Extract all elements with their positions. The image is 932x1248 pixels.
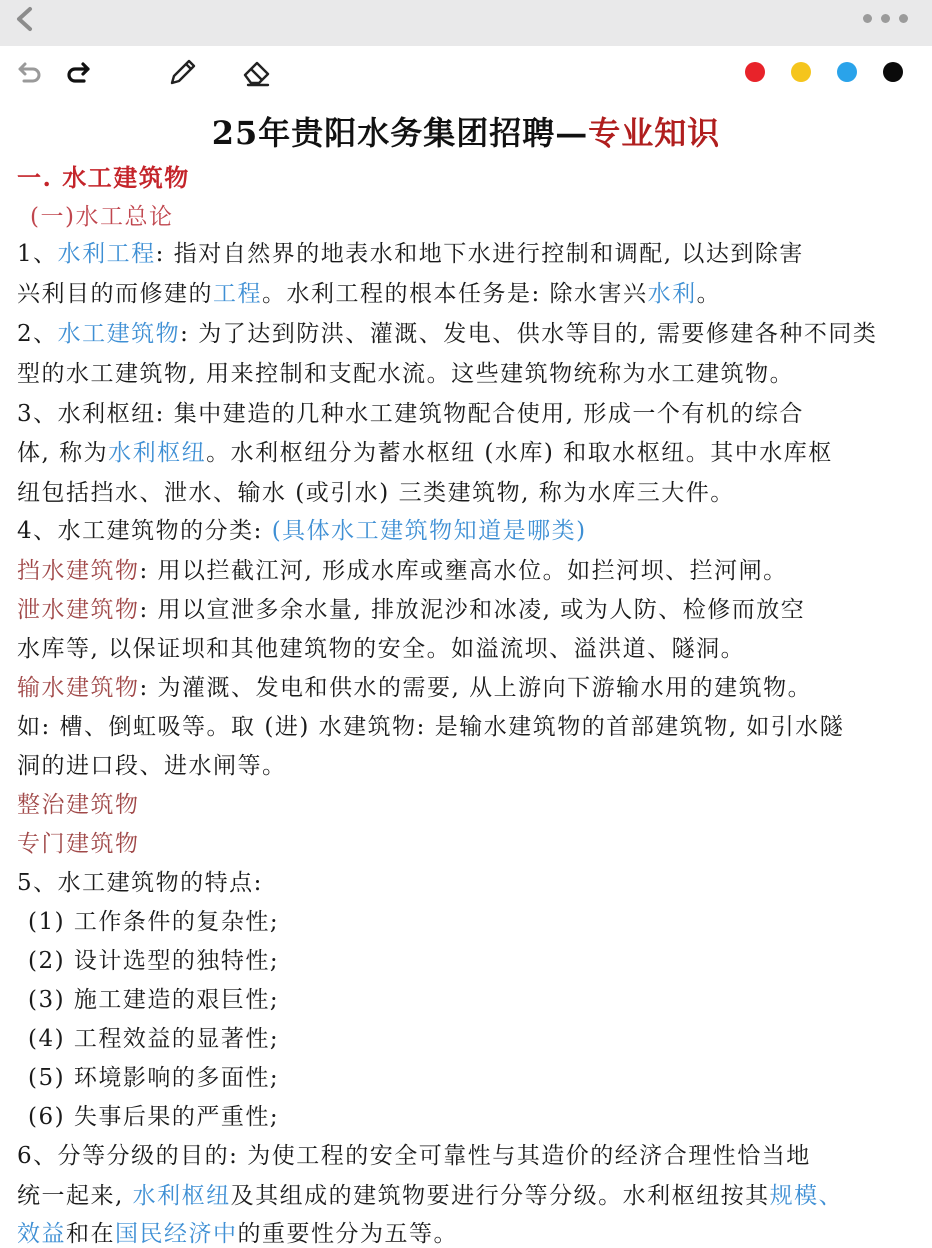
color-red-swatch[interactable] — [745, 62, 765, 82]
text-line: 挡水建筑物: 用以拦截江河, 形成水库或壅高水位。如拦河坝、拦河闸。 — [17, 558, 788, 584]
text-line: 泄水建筑物: 用以宣泄多余水量, 排放泥沙和冰凌, 或为人防、检修而放空 — [17, 597, 806, 623]
list-item: (6) 失事后果的严重性; — [28, 1104, 280, 1130]
text-line: 兴利目的而修建的工程。水利工程的根本任务是: 除水害兴水利。 — [17, 281, 722, 307]
text-line: 体, 称为水利枢纽。水利枢纽分为蓄水枢纽 (水库) 和取水枢纽。其中水库枢 — [17, 440, 833, 466]
text-line: 5、水工建筑物的特点: — [17, 870, 263, 896]
undo-icon[interactable] — [12, 55, 46, 89]
color-yellow-swatch[interactable] — [791, 62, 811, 82]
text-line: 统一起来, 水利枢纽及其组成的建筑物要进行分等分级。水利枢纽按其规模、 — [17, 1183, 844, 1209]
color-blue-swatch[interactable] — [837, 62, 857, 82]
page-title: 25年贵阳水务集团招聘—专业知识 — [211, 114, 721, 152]
list-item: (1) 工作条件的复杂性; — [28, 909, 280, 935]
list-item: (5) 环境影响的多面性; — [28, 1065, 280, 1091]
list-item: (2) 设计选型的独特性; — [28, 948, 280, 974]
redo-icon[interactable] — [62, 55, 96, 89]
subsection-heading: (一)水工总论 — [30, 204, 174, 230]
text-line: 2、水工建筑物: 为了达到防洪、灌溉、发电、供水等目的, 需要修建各种不同类 — [17, 321, 878, 347]
text-line: 1、水利工程: 指对自然界的地表水和地下水进行控制和调配, 以达到除害 — [17, 241, 804, 267]
text-line: 4、水工建筑物的分类: (具体水工建筑物知道是哪类) — [17, 518, 587, 544]
back-chevron-icon[interactable] — [10, 5, 38, 33]
text-line: 6、分等分级的目的: 为使工程的安全可靠性与其造价的经济合理性恰当地 — [17, 1143, 811, 1169]
eraser-icon[interactable] — [240, 55, 274, 89]
text-line: 洞的进口段、进水闸等。 — [17, 753, 287, 779]
more-dots-icon[interactable] — [863, 14, 908, 23]
pencil-icon[interactable] — [166, 55, 200, 89]
list-item: (3) 施工建造的艰巨性; — [28, 987, 280, 1013]
text-line: 效益和在国民经济中的重要性分为五等。 — [17, 1221, 458, 1247]
text-line: 输水建筑物: 为灌溉、发电和供水的需要, 从上游向下游输水用的建筑物。 — [17, 675, 813, 701]
category-label: 专门建筑物 — [17, 831, 140, 857]
text-line: 型的水工建筑物, 用来控制和支配水流。这些建筑物统称为水工建筑物。 — [17, 361, 795, 387]
text-line: 纽包括挡水、泄水、输水 (或引水) 三类建筑物, 称为水库三大件。 — [17, 480, 735, 506]
top-nav-bar — [0, 0, 932, 46]
text-line: 水库等, 以保证坝和其他建筑物的安全。如溢流坝、溢洪道、隧洞。 — [17, 636, 746, 662]
text-line: 如: 槽、倒虹吸等。取 (进) 水建筑物: 是输水建筑物的首部建筑物, 如引水隧 — [17, 714, 845, 740]
text-line: 3、水利枢纽: 集中建造的几种水工建筑物配合使用, 形成一个有机的综合 — [17, 401, 804, 427]
section-heading: 一. 水工建筑物 — [17, 163, 190, 192]
list-item: (4) 工程效益的显著性; — [28, 1026, 280, 1052]
color-black-swatch[interactable] — [883, 62, 903, 82]
category-label: 整治建筑物 — [17, 792, 140, 818]
